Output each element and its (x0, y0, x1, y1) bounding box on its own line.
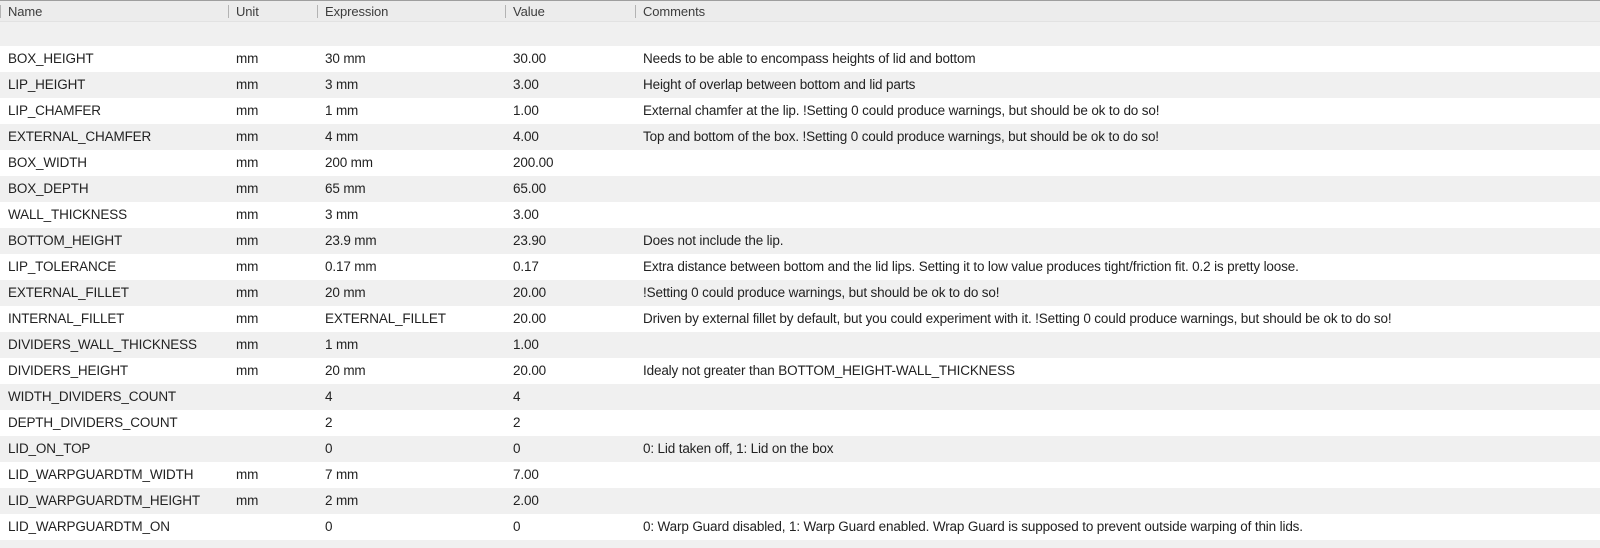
column-header-expression-label: Expression (325, 3, 389, 19)
param-expression-cell[interactable]: 3 mm (325, 77, 359, 92)
param-expression-cell[interactable]: 30 mm (325, 51, 366, 66)
column-header-name-label: Name (8, 3, 43, 19)
param-expression-cell[interactable]: 0.17 mm (325, 259, 377, 274)
table-row[interactable] (0, 358, 1600, 384)
param-name-cell[interactable]: EXTERNAL_CHAMFER (8, 129, 152, 144)
param-value-cell: 2.00 (513, 493, 539, 508)
table-row[interactable] (0, 46, 1600, 72)
param-name-cell[interactable]: LID_WARPGUARDTM_ON (8, 519, 170, 534)
param-unit-cell (228, 436, 317, 462)
table-row[interactable] (0, 98, 1600, 124)
param-comments-cell[interactable]: Extra distance between bottom and the lid lips. Setting it to low value produces tight/friction fit. 0.2 is pretty loose. (643, 259, 1299, 274)
param-unit-cell: mm (236, 155, 259, 170)
param-name-cell[interactable]: DIVIDERS_WALL_THICKNESS (8, 337, 197, 352)
table-row[interactable] (0, 228, 1600, 254)
param-comments-cell[interactable]: Needs to be able to encompass heights of lid and bottom (643, 51, 976, 66)
param-value-cell: 20.00 (513, 363, 547, 378)
parameter-rows (0, 46, 1600, 548)
table-row[interactable] (0, 124, 1600, 150)
param-unit-cell: mm (236, 259, 259, 274)
param-comments-cell[interactable]: Driven by external fillet by default, but you could experiment with it. !Setting 0 could produce warnings, but should be ok to do so! (643, 311, 1392, 326)
param-unit-cell: mm (236, 51, 259, 66)
param-value-cell: 30.00 (513, 51, 547, 66)
table-row[interactable] (0, 462, 1600, 488)
table-row[interactable] (0, 254, 1600, 280)
param-name-cell[interactable]: LID_WARPGUARDTM_HEIGHT (8, 493, 200, 508)
param-comments-cell[interactable]: Top and bottom of the box. !Setting 0 could produce warnings, but should be ok to do so! (643, 129, 1159, 144)
param-name-cell[interactable]: EXTERNAL_FILLET (8, 285, 129, 300)
param-unit-cell (228, 514, 317, 540)
param-value-cell: 3.00 (513, 207, 539, 222)
param-name-cell[interactable]: LIP_TOLERANCE (8, 259, 117, 274)
param-comments-cell[interactable] (635, 150, 1600, 176)
table-row[interactable] (0, 436, 1600, 462)
column-header-unit (228, 1, 317, 21)
param-comments-cell[interactable] (635, 202, 1600, 228)
column-header-value (505, 1, 635, 21)
param-comments-cell[interactable] (635, 410, 1600, 436)
param-value-cell: 200.00 (513, 155, 554, 170)
param-name-cell[interactable]: DIVIDERS_HEIGHT (8, 363, 129, 378)
param-unit-cell: mm (236, 181, 259, 196)
param-value-cell: 0.17 (513, 259, 539, 274)
param-unit-cell: mm (236, 285, 259, 300)
param-value-cell: 20.00 (513, 285, 547, 300)
param-unit-cell: mm (236, 311, 259, 326)
param-value-cell: 23.90 (513, 233, 547, 248)
param-comments-cell[interactable] (635, 488, 1600, 514)
param-value-cell: 4.00 (513, 129, 539, 144)
column-header-comments (635, 1, 1600, 21)
table-row[interactable] (0, 150, 1600, 176)
param-expression-cell[interactable]: 1 mm (325, 103, 359, 118)
param-comments-cell[interactable]: Does not include the lip. (643, 233, 784, 248)
param-expression-cell[interactable]: 200 mm (325, 155, 373, 170)
param-comments-cell[interactable] (635, 384, 1600, 410)
param-expression-cell[interactable]: 3 mm (325, 207, 359, 222)
table-row[interactable] (0, 488, 1600, 514)
param-comments-cell[interactable] (635, 462, 1600, 488)
param-value-cell: 65.00 (513, 181, 547, 196)
column-header-comments-label: Comments (643, 3, 706, 19)
param-name-cell[interactable]: WIDTH_DIVIDERS_COUNT (8, 389, 177, 404)
table-row[interactable] (0, 410, 1600, 436)
param-value-cell: 1.00 (513, 103, 539, 118)
param-name-cell[interactable]: BOX_DEPTH (8, 181, 89, 196)
column-header-unit-label: Unit (236, 3, 259, 19)
param-unit-cell: mm (236, 207, 259, 222)
param-comments-cell[interactable]: Height of overlap between bottom and lid parts (643, 77, 916, 92)
column-header-expression (317, 1, 505, 21)
param-comments-cell[interactable] (635, 176, 1600, 202)
param-name-cell[interactable]: DEPTH_DIVIDERS_COUNT (8, 415, 178, 430)
param-value-cell: 4 (513, 389, 521, 404)
param-unit-cell: mm (236, 363, 259, 378)
param-expression-cell[interactable]: 23.9 mm (325, 233, 377, 248)
param-name-cell[interactable]: LIP_CHAMFER (8, 103, 101, 118)
param-expression-cell[interactable]: 0 (325, 441, 333, 456)
table-header (0, 1, 1600, 22)
param-expression-cell[interactable]: 4 (325, 389, 333, 404)
param-comments-cell[interactable] (635, 332, 1600, 358)
param-expression-cell[interactable]: 2 (325, 415, 333, 430)
param-name-cell[interactable]: INTERNAL_FILLET (8, 311, 125, 326)
table-row[interactable] (0, 280, 1600, 306)
table-row[interactable] (0, 384, 1600, 410)
param-name-cell[interactable]: LIP_HEIGHT (8, 77, 86, 92)
param-expression-cell[interactable]: 2 mm (325, 493, 359, 508)
param-expression-cell[interactable]: 20 mm (325, 285, 366, 300)
table-row[interactable] (0, 514, 1600, 540)
param-comments-cell[interactable]: 0: Lid taken off, 1: Lid on the box (643, 441, 834, 456)
param-name-cell[interactable]: LID_WARPGUARDTM_WIDTH (8, 467, 194, 482)
param-unit-cell (228, 410, 317, 436)
param-unit-cell: mm (236, 493, 259, 508)
param-expression-cell[interactable]: 4 mm (325, 129, 359, 144)
param-name-cell[interactable]: BOTTOM_HEIGHT (8, 233, 123, 248)
param-comments-cell[interactable]: 0: Warp Guard disabled, 1: Warp Guard enabled. Wrap Guard is supposed to prevent outside warping of thin lids. (643, 519, 1303, 534)
param-unit-cell (228, 384, 317, 410)
param-expression-cell[interactable]: 20 mm (325, 363, 366, 378)
param-name-cell[interactable]: LID_ON_TOP (8, 441, 91, 456)
column-header-value-label: Value (513, 3, 545, 19)
param-unit-cell: mm (236, 103, 259, 118)
param-expression-cell[interactable]: 7 mm (325, 467, 359, 482)
param-value-cell: 0 (513, 519, 521, 534)
param-name-cell[interactable]: WALL_THICKNESS (8, 207, 127, 222)
param-value-cell: 2 (513, 415, 521, 430)
param-name-cell[interactable]: BOX_WIDTH (8, 155, 87, 170)
table-row[interactable] (0, 72, 1600, 98)
empty-group-row (0, 22, 1600, 46)
table-row[interactable] (0, 176, 1600, 202)
table-row[interactable] (0, 332, 1600, 358)
param-expression-cell[interactable]: EXTERNAL_FILLET (325, 311, 446, 326)
param-expression-cell[interactable]: 65 mm (325, 181, 366, 196)
param-unit-cell: mm (236, 129, 259, 144)
table-row[interactable] (0, 306, 1600, 332)
param-comments-cell[interactable]: Idealy not greater than BOTTOM_HEIGHT-WALL_THICKNESS (643, 363, 1015, 378)
param-value-cell: 0 (513, 441, 521, 456)
param-value-cell: 3.00 (513, 77, 539, 92)
table-row[interactable] (0, 202, 1600, 228)
param-name-cell[interactable]: BOX_HEIGHT (8, 51, 94, 66)
param-value-cell: 20.00 (513, 311, 547, 326)
column-header-name (0, 1, 228, 21)
param-unit-cell: mm (236, 77, 259, 92)
param-unit-cell: mm (236, 233, 259, 248)
param-unit-cell: mm (236, 467, 259, 482)
param-comments-cell[interactable]: External chamfer at the lip. !Setting 0 could produce warnings, but should be ok to do so! (643, 103, 1160, 118)
param-value-cell: 7.00 (513, 467, 539, 482)
param-comments-cell[interactable]: !Setting 0 could produce warnings, but should be ok to do so! (643, 285, 1000, 300)
param-value-cell: 1.00 (513, 337, 539, 352)
param-expression-cell[interactable]: 1 mm (325, 337, 359, 352)
param-unit-cell: mm (236, 337, 259, 352)
param-expression-cell[interactable]: 0 (325, 519, 333, 534)
